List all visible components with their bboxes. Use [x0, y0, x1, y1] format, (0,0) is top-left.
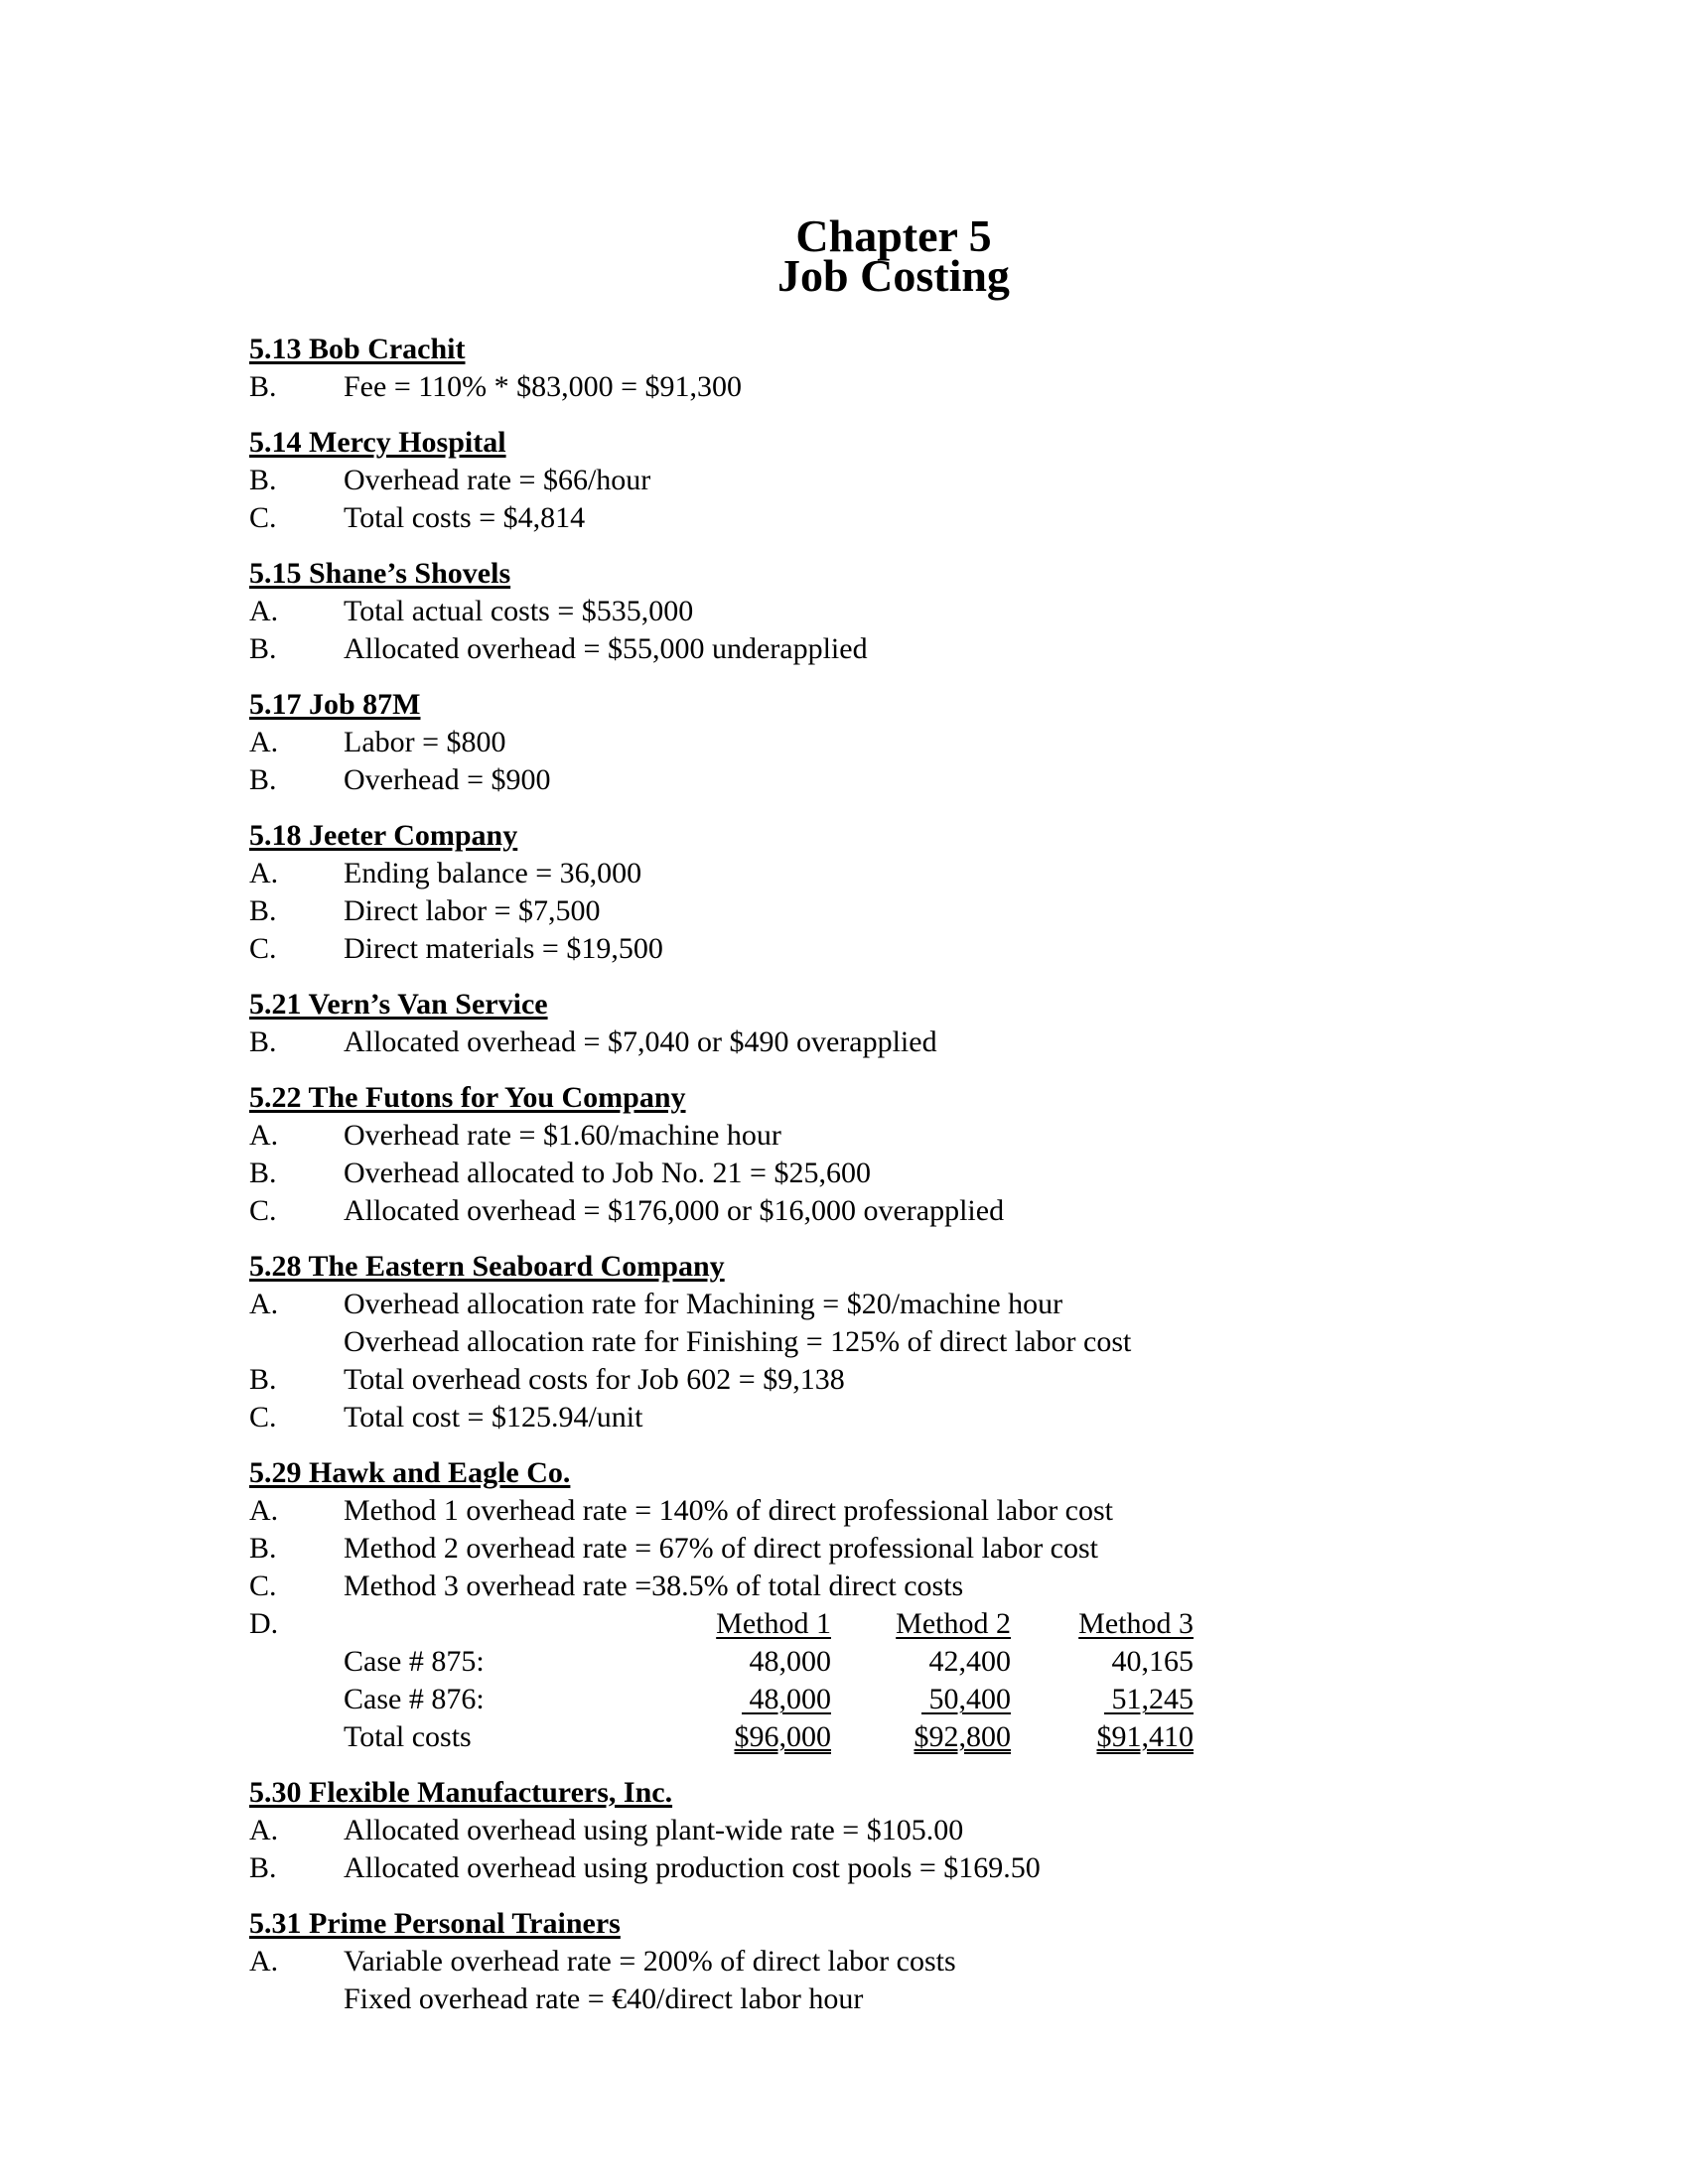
item-label: C. [249, 1194, 277, 1227]
answer-item [249, 1530, 1441, 1568]
item-text: Overhead rate = $1.60/machine hour [344, 1119, 781, 1152]
answer-item [249, 724, 1441, 761]
answer-item [249, 930, 1441, 968]
item-label: A. [249, 726, 279, 758]
method-comparison-table [249, 1605, 1441, 1756]
section-heading: 5.13 Bob Crachit [249, 333, 466, 365]
answer-item [249, 1849, 1441, 1887]
table-cell: $91,410 [1096, 1720, 1194, 1753]
answer-item [249, 1399, 1441, 1436]
table-cell: 48,000 [742, 1683, 831, 1715]
item-label: B. [249, 1025, 277, 1058]
answer-item [249, 1812, 1441, 1849]
item-text: Overhead allocation rate for Finishing = 125% of direct labor cost [344, 1325, 1132, 1358]
item-text: Fixed overhead rate = €40/direct labor hour [344, 1982, 864, 2015]
item-text: Total actual costs = $535,000 [344, 595, 694, 627]
item-text: Allocated overhead using production cost pools = $169.50 [344, 1851, 1041, 1884]
item-label: B. [249, 1363, 277, 1396]
column-header-method-3: Method 3 [1078, 1607, 1194, 1640]
item-text: Direct materials = $19,500 [344, 932, 663, 965]
item-text: Total costs = $4,814 [344, 501, 586, 534]
table-cell: 42,400 [928, 1645, 1011, 1678]
column-header-method-1: Method 1 [716, 1607, 831, 1640]
chapter-name: Job Costing [777, 250, 1010, 301]
table-cell: 48,000 [749, 1645, 831, 1678]
section-5-31 [249, 1905, 1441, 2018]
item-text: Variable overhead rate = 200% of direct labor costs [344, 1945, 956, 1978]
answer-item [249, 1943, 1441, 1980]
item-text: Allocated overhead = $55,000 underapplied [344, 632, 868, 665]
table-cell: $92,800 [914, 1720, 1011, 1753]
item-text: Total cost = $125.94/unit [344, 1401, 643, 1433]
answer-item [249, 593, 1441, 630]
table-total-row [249, 1718, 1441, 1756]
section-5-14 [249, 424, 1441, 537]
item-text: Labor = $800 [344, 726, 506, 758]
section-5-17 [249, 686, 1441, 799]
answer-item [249, 499, 1441, 537]
item-label: B. [249, 464, 277, 496]
item-text: Ending balance = 36,000 [344, 857, 642, 889]
section-heading: 5.22 The Futons for You Company [249, 1081, 686, 1114]
answer-item [249, 1286, 1441, 1323]
item-label: B. [249, 370, 277, 403]
item-label: A. [249, 1494, 279, 1527]
answer-list [249, 331, 1441, 2018]
chapter-title [0, 210, 1688, 301]
item-text: Direct labor = $7,500 [344, 894, 601, 927]
answer-item [249, 1361, 1441, 1399]
answer-item [249, 1117, 1441, 1155]
item-label: A. [249, 1945, 279, 1978]
row-label: Case # 875: [344, 1645, 485, 1678]
item-text: Method 3 overhead rate =38.5% of total direct costs [344, 1570, 964, 1602]
section-heading: 5.29 Hawk and Eagle Co. [249, 1456, 571, 1489]
item-label: A. [249, 857, 279, 889]
item-text: Overhead allocation rate for Machining = $20/machine hour [344, 1288, 1063, 1320]
table-header-row [249, 1605, 1441, 1643]
section-5-22 [249, 1079, 1441, 1230]
chapter-number: Chapter 5 [795, 210, 992, 261]
answer-item [249, 1980, 1441, 2018]
answer-item [249, 368, 1441, 406]
item-label: A. [249, 1814, 279, 1846]
section-heading: 5.28 The Eastern Seaboard Company [249, 1250, 725, 1283]
answer-item [249, 1192, 1441, 1230]
item-text: Method 2 overhead rate = 67% of direct professional labor cost [344, 1532, 1099, 1565]
item-label: A. [249, 1288, 279, 1320]
answer-item [249, 1024, 1441, 1061]
section-5-15 [249, 555, 1441, 668]
item-text: Overhead = $900 [344, 763, 551, 796]
row-label: Case # 876: [344, 1683, 485, 1715]
table-cell: 51,245 [1104, 1683, 1194, 1715]
item-label: B. [249, 1157, 277, 1189]
answer-item [249, 761, 1441, 799]
item-text: Allocated overhead using plant-wide rate = $105.00 [344, 1814, 964, 1846]
answer-item [249, 1492, 1441, 1530]
table-row [249, 1681, 1441, 1718]
item-label: A. [249, 595, 279, 627]
answer-item [249, 855, 1441, 892]
section-5-18 [249, 817, 1441, 968]
answer-item [249, 462, 1441, 499]
item-label: C. [249, 501, 277, 534]
table-cell: 50,400 [921, 1683, 1011, 1715]
item-text: Fee = 110% * $83,000 = $91,300 [344, 370, 743, 403]
item-label: C. [249, 1570, 277, 1602]
row-label: Total costs [344, 1720, 472, 1753]
item-label: B. [249, 1851, 277, 1884]
section-5-30 [249, 1774, 1441, 1887]
table-cell: $96,000 [734, 1720, 831, 1753]
section-heading: 5.14 Mercy Hospital [249, 426, 506, 459]
item-text: Total overhead costs for Job 602 = $9,138 [344, 1363, 845, 1396]
item-label: A. [249, 1119, 279, 1152]
section-heading: 5.18 Jeeter Company [249, 819, 518, 852]
section-heading: 5.17 Job 87M [249, 688, 421, 721]
item-label: D. [249, 1607, 279, 1640]
section-5-13 [249, 331, 1441, 406]
item-text: Overhead allocated to Job No. 21 = $25,600 [344, 1157, 871, 1189]
section-heading: 5.15 Shane’s Shovels [249, 557, 511, 590]
item-text: Overhead rate = $66/hour [344, 464, 651, 496]
table-cell: 40,165 [1111, 1645, 1194, 1678]
answer-item [249, 630, 1441, 668]
answer-item [249, 1568, 1441, 1605]
section-heading: 5.30 Flexible Manufacturers, Inc. [249, 1776, 673, 1809]
item-text: Allocated overhead = $7,040 or $490 overapplied [344, 1025, 937, 1058]
column-header-method-2: Method 2 [896, 1607, 1011, 1640]
item-text: Allocated overhead = $176,000 or $16,000 overapplied [344, 1194, 1005, 1227]
answer-item [249, 1155, 1441, 1192]
answer-item [249, 892, 1441, 930]
item-label: C. [249, 932, 277, 965]
item-label: C. [249, 1401, 277, 1433]
section-heading: 5.31 Prime Personal Trainers [249, 1907, 621, 1940]
section-5-28 [249, 1248, 1441, 1436]
item-label: B. [249, 1532, 277, 1565]
item-label: B. [249, 763, 277, 796]
item-label: B. [249, 894, 277, 927]
section-5-29 [249, 1454, 1441, 1756]
answer-item [249, 1323, 1441, 1361]
table-row [249, 1643, 1441, 1681]
section-heading: 5.21 Vern’s Van Service [249, 988, 548, 1021]
item-label: B. [249, 632, 277, 665]
section-5-21 [249, 986, 1441, 1061]
item-text: Method 1 overhead rate = 140% of direct professional labor cost [344, 1494, 1114, 1527]
